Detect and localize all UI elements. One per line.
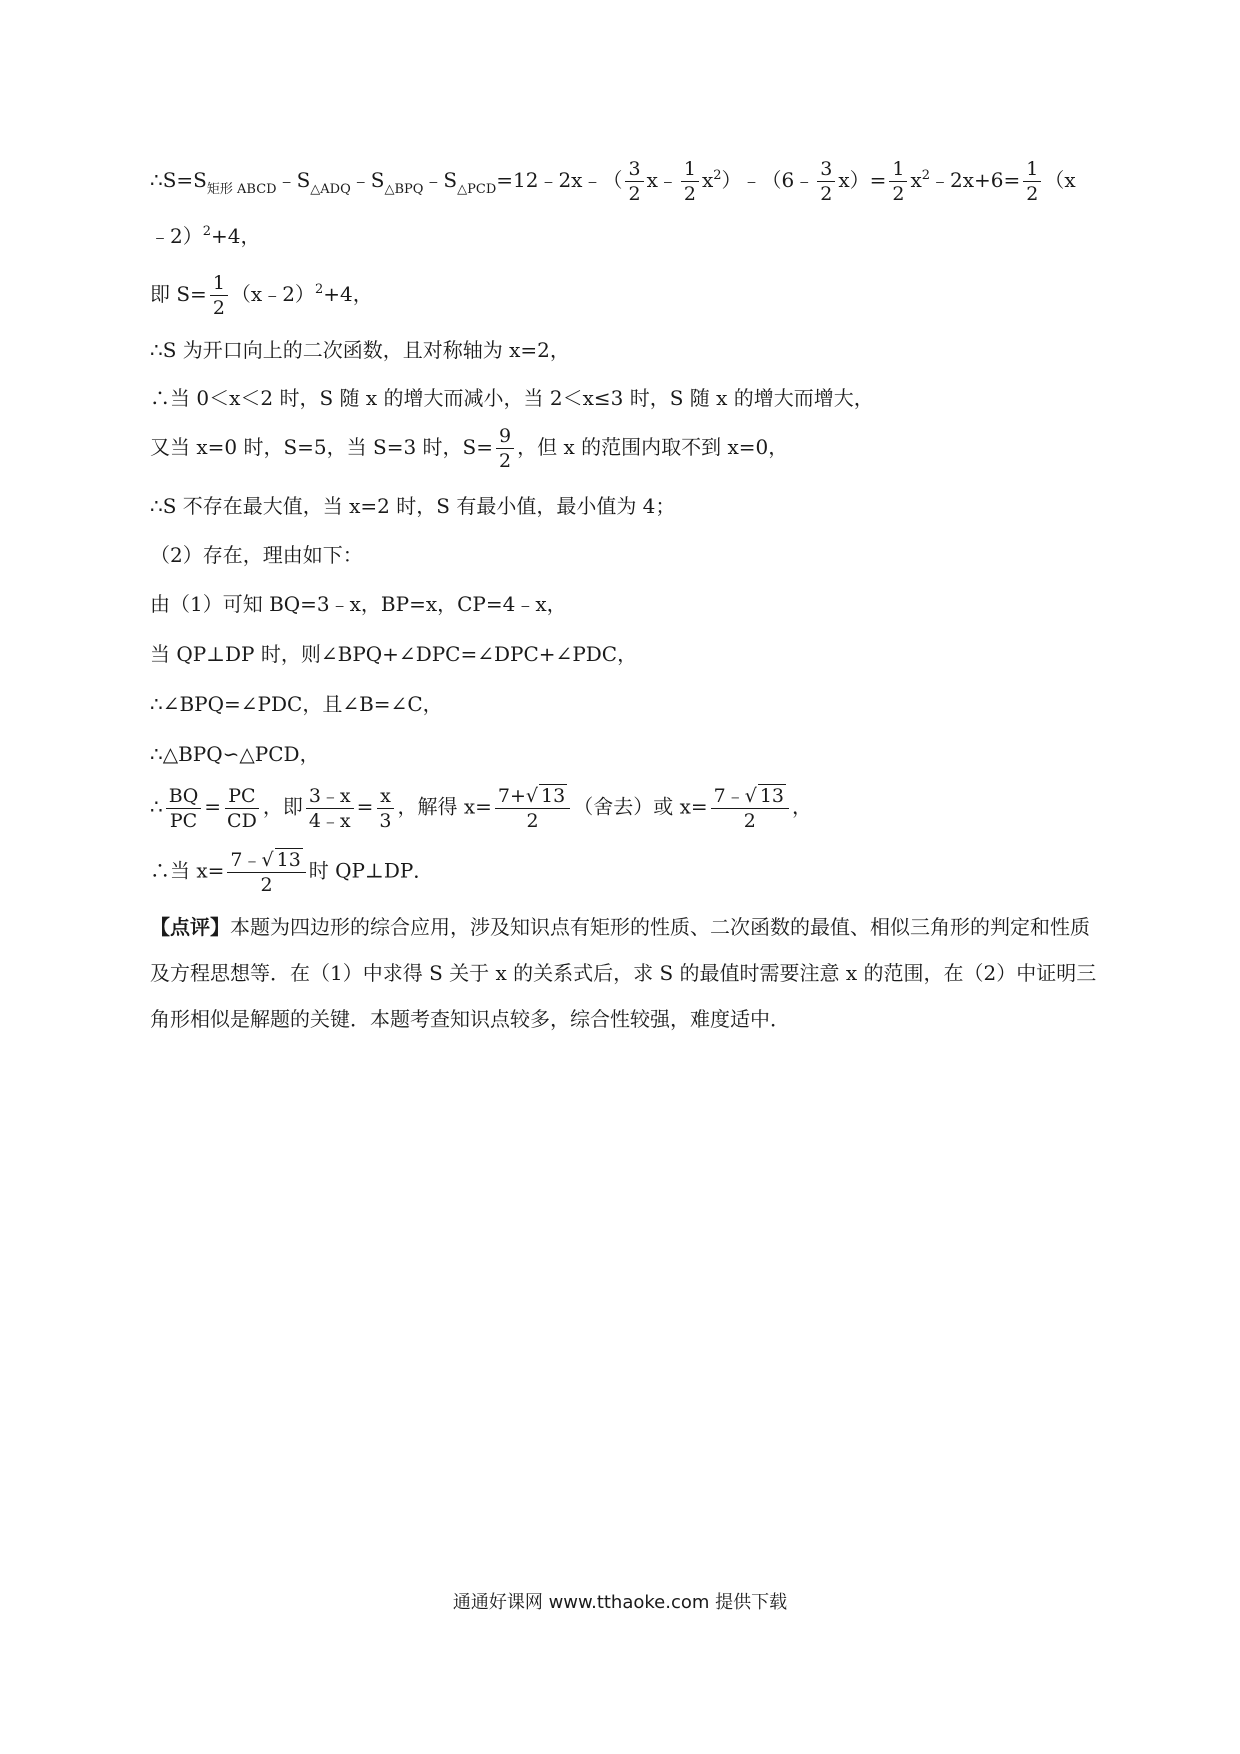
text: ，即 xyxy=(262,794,303,819)
superscript: 2 xyxy=(202,224,212,239)
fraction xyxy=(711,784,789,832)
numerator: 3﹣x xyxy=(306,785,354,809)
numerator: BQ xyxy=(166,785,202,809)
denominator: CD xyxy=(227,809,257,832)
text: 即 S= xyxy=(150,282,207,306)
text: 7﹣ xyxy=(230,849,262,871)
numerator: 9 xyxy=(496,425,514,449)
radicand: 13 xyxy=(759,785,785,807)
denominator: 2 xyxy=(260,874,273,896)
superscript: 2 xyxy=(713,168,722,183)
text: +4， xyxy=(323,282,373,306)
text-line: （2）存在，理由如下： xyxy=(150,543,363,567)
text: ﹣2x+6= xyxy=(930,168,1021,192)
text: =12﹣2x﹣（ xyxy=(496,168,623,192)
text-line: ∴S 为开口向上的二次函数，且对称轴为 x=2， xyxy=(150,338,570,362)
text: ∴当 x= xyxy=(150,858,225,883)
denominator: 3 xyxy=(379,809,392,832)
text: ﹣S xyxy=(350,168,385,192)
superscript: 2 xyxy=(314,282,324,297)
text: 7﹣ xyxy=(713,785,745,807)
fraction xyxy=(681,158,699,205)
text: ﹣2） xyxy=(150,224,203,248)
text: +4， xyxy=(211,224,261,248)
denominator: 2 xyxy=(743,810,756,832)
page-footer: 通通好课网 www.tthaoke.com 提供下载 xyxy=(452,1592,788,1613)
text: x xyxy=(910,168,922,192)
text-line: 由（1）可知 BQ=3﹣x，BP=x，CP=4﹣x， xyxy=(150,592,567,616)
text: （x xyxy=(1044,168,1076,192)
fraction xyxy=(625,158,643,205)
fraction xyxy=(210,272,228,319)
text: = xyxy=(356,794,374,819)
fraction xyxy=(376,785,394,832)
numerator: 3 xyxy=(625,158,643,182)
text: ﹣S xyxy=(423,168,458,192)
denominator: 4﹣x xyxy=(308,809,351,832)
subscript: △PCD xyxy=(457,182,497,197)
fraction xyxy=(224,785,260,832)
denominator: 2 xyxy=(499,450,512,472)
numerator: 3 xyxy=(817,158,835,182)
equation-s-vertex-form xyxy=(150,272,373,319)
fraction xyxy=(227,848,305,896)
text: ∴S=S xyxy=(150,168,207,192)
text: x）= xyxy=(838,168,887,192)
text-line: ∴∠BPQ=∠PDC，且∠B=∠C， xyxy=(150,692,443,716)
text: ，但 x 的范围内取不到 x=0， xyxy=(517,435,789,459)
comment-label: 【点评】 xyxy=(150,915,230,939)
equation-continuation xyxy=(150,222,261,254)
denominator: 2 xyxy=(820,183,833,205)
conclusion-line xyxy=(150,848,433,896)
text-line: ∴△BPQ∽△PCD， xyxy=(150,742,320,766)
comment-paragraph xyxy=(150,904,1100,1042)
subscript: △ADQ xyxy=(310,182,351,197)
numerator: 1 xyxy=(681,158,699,182)
fraction xyxy=(496,425,514,472)
denominator: 2 xyxy=(628,183,641,205)
denominator: PC xyxy=(169,809,198,832)
fraction xyxy=(817,158,835,205)
text: 7+ xyxy=(497,785,526,807)
text: ， xyxy=(792,794,813,819)
superscript: 2 xyxy=(921,168,931,183)
text: ﹣S xyxy=(276,168,311,192)
text-line: ∴当 0＜x＜2 时，S 随 x 的增大而减小，当 2＜x≤3 时，S 随 x 的增大而增大， xyxy=(150,386,874,410)
numerator: 7+√ 13 xyxy=(495,784,570,809)
proportion-equation xyxy=(150,784,812,832)
fraction xyxy=(495,784,570,832)
subscript: △BPQ xyxy=(384,182,424,197)
equation-area-s xyxy=(150,158,1076,205)
numerator: PC xyxy=(225,785,258,809)
fraction xyxy=(889,158,907,205)
numerator: x xyxy=(377,785,394,809)
text: = xyxy=(204,794,222,819)
radicand: 13 xyxy=(276,849,301,871)
denominator: 2 xyxy=(1026,183,1039,205)
text: x﹣ xyxy=(646,168,678,192)
text-line-with-fraction xyxy=(150,425,788,472)
fraction xyxy=(166,785,202,832)
text: 时 QP⊥DP． xyxy=(308,858,434,883)
text: x xyxy=(701,168,714,192)
fraction xyxy=(1023,158,1041,205)
radicand: 13 xyxy=(541,785,566,807)
denominator: 2 xyxy=(683,183,696,205)
numerator: 1 xyxy=(1023,158,1041,182)
comment-text: 本题为四边形的综合应用，涉及知识点有矩形的性质、二次函数的最值、相似三角形的判定和性质及方程思想等．在（1）中求得 S 关于 x 的关系式后，求 S 的最值时需要注意 x 的范围，在（2）中证明三角形相似是解题的关键．本题考查知识点较多，综合性较强，难度适中． xyxy=(150,915,1097,1031)
text-line: 当 QP⊥DP 时，则∠BPQ+∠DPC=∠DPC+∠PDC， xyxy=(150,642,638,666)
denominator: 2 xyxy=(212,297,225,319)
text: （x﹣2） xyxy=(230,282,315,306)
text: 又当 x=0 时，S=5，当 S=3 时，S= xyxy=(150,435,494,459)
denominator: 2 xyxy=(892,183,905,205)
numerator: 1 xyxy=(210,272,228,296)
subscript: 矩形 ABCD xyxy=(206,182,277,197)
text: ）﹣（6﹣ xyxy=(721,168,815,192)
text: ∴ xyxy=(150,794,163,819)
numerator: 7﹣√ 13 xyxy=(227,848,305,873)
fraction xyxy=(306,785,354,832)
denominator: 2 xyxy=(526,810,539,832)
text: （舍去）或 x= xyxy=(573,794,708,819)
text: ，解得 x= xyxy=(397,794,492,819)
numerator: 7﹣√ 13 xyxy=(711,784,789,809)
text-line: ∴S 不存在最大值，当 x=2 时，S 有最小值，最小值为 4； xyxy=(150,494,676,518)
numerator: 1 xyxy=(889,158,907,182)
